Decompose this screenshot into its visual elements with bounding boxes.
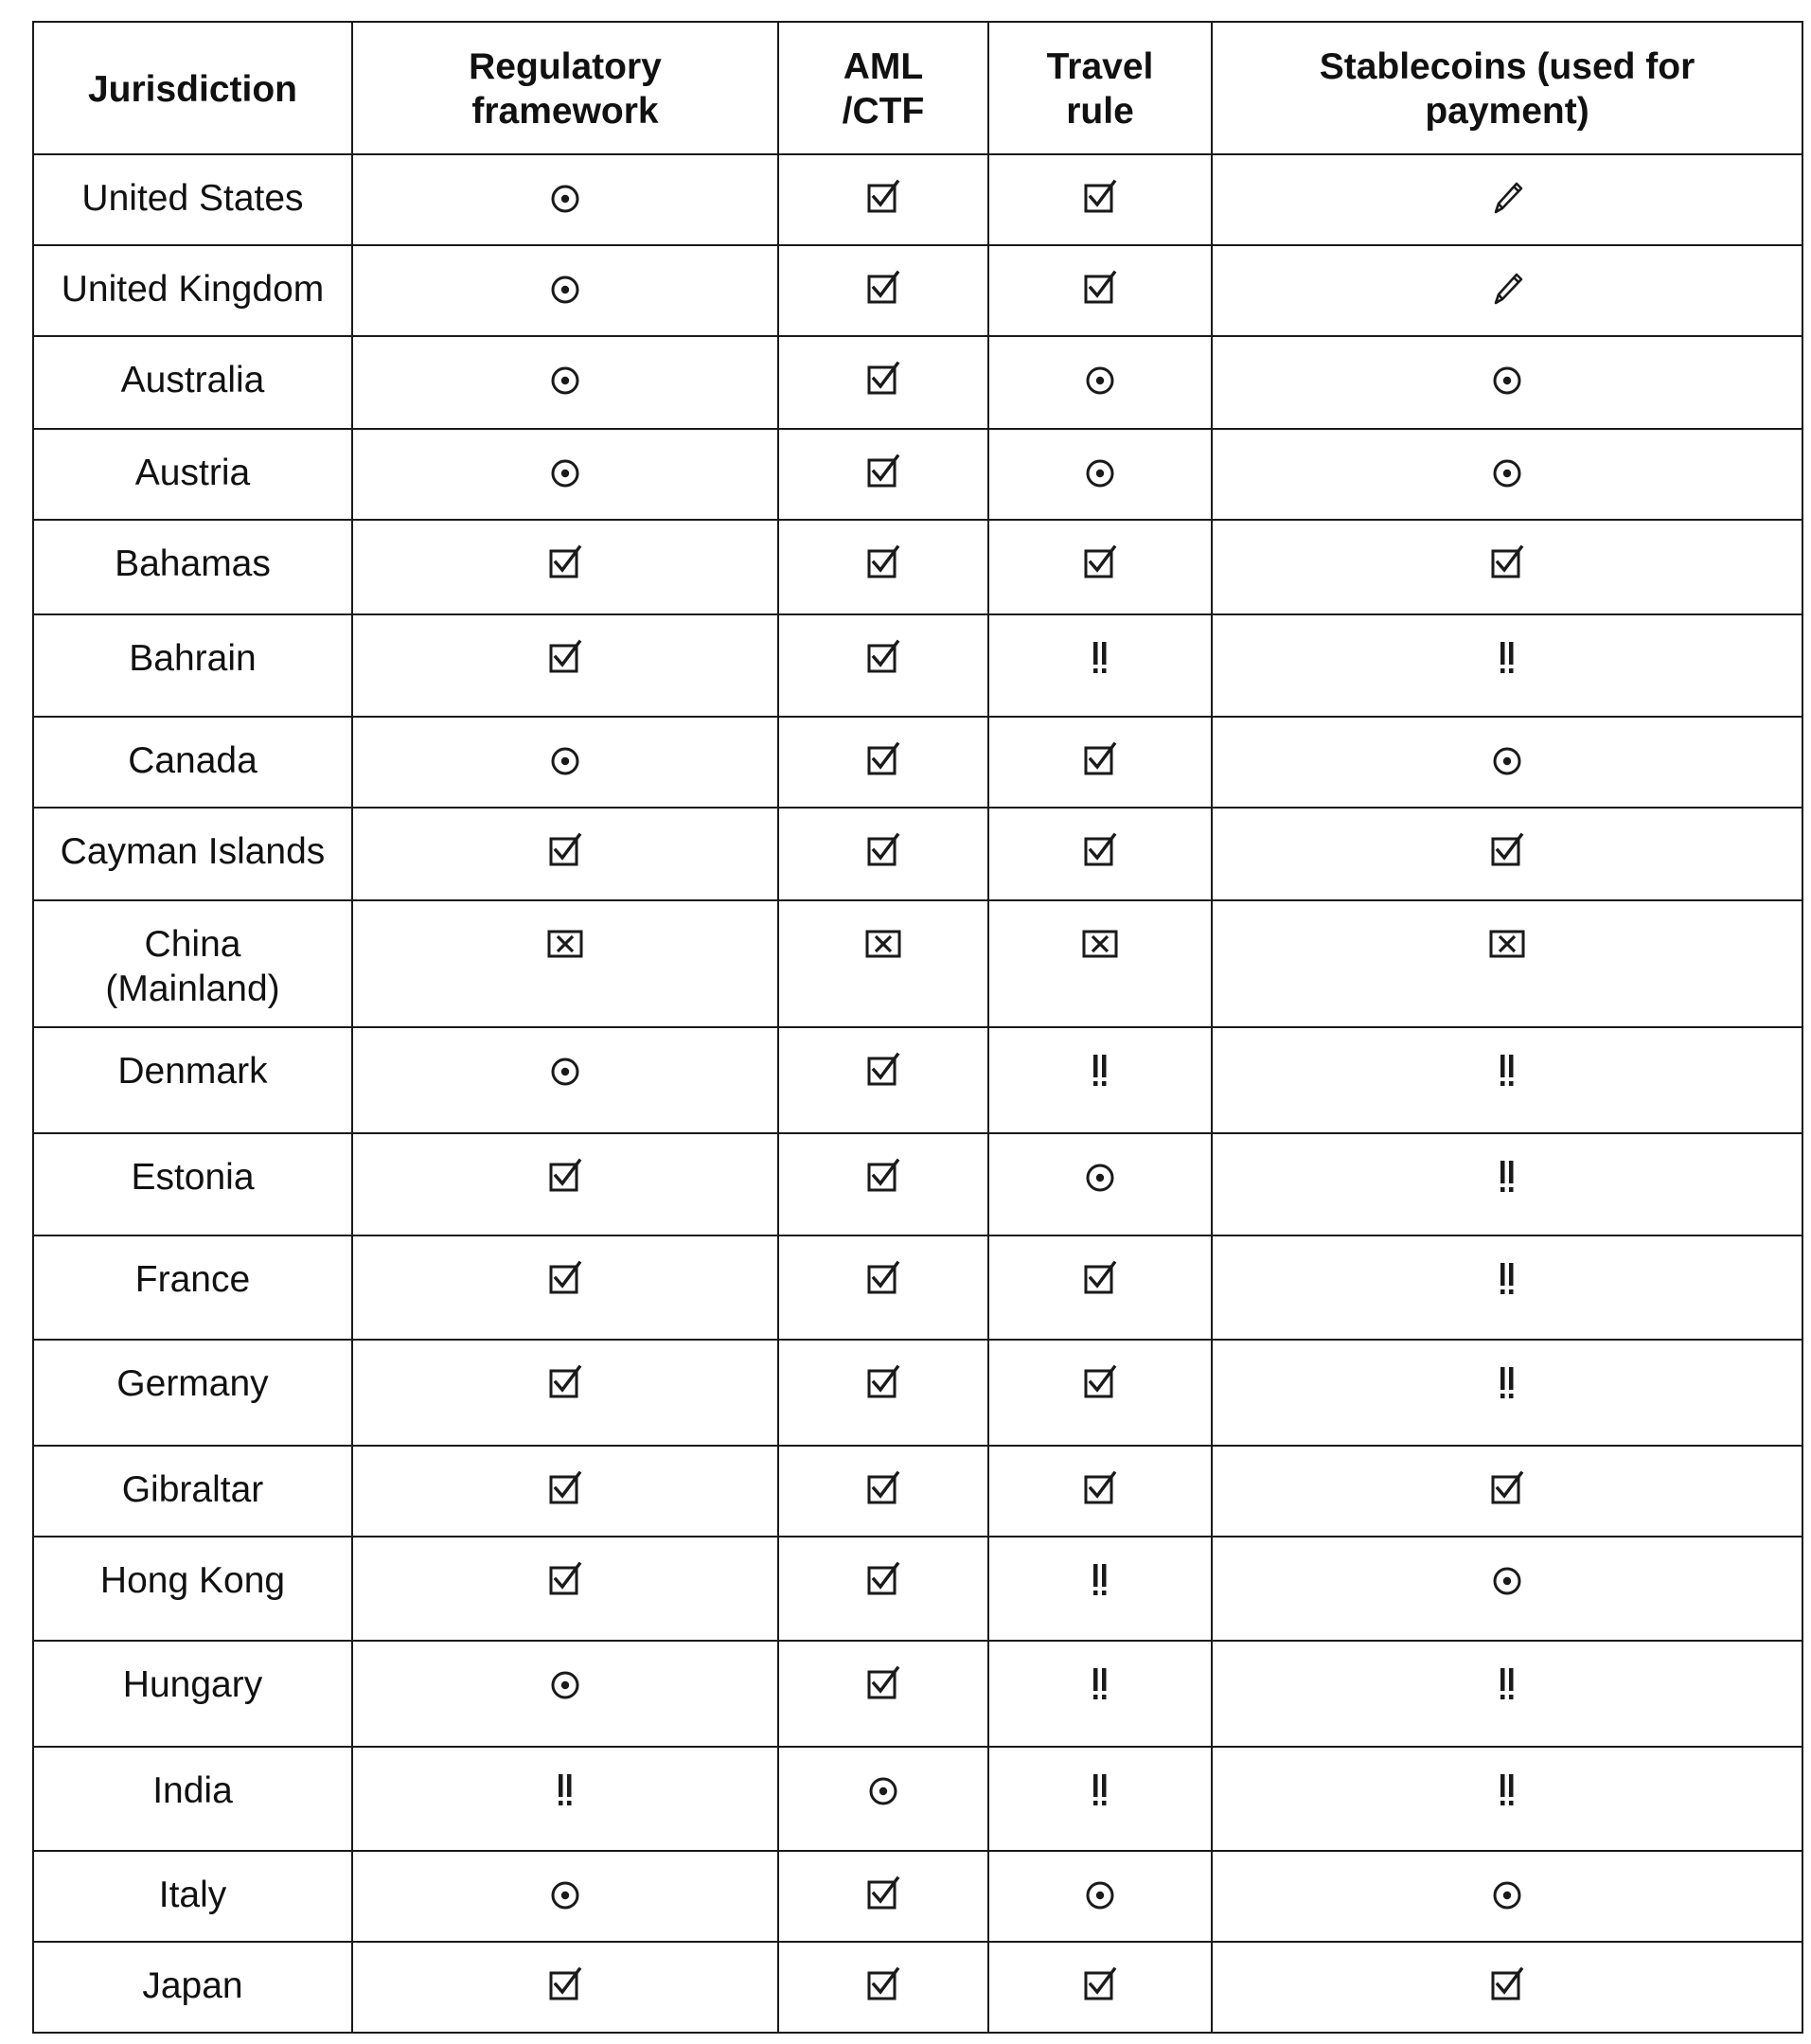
table-header-row <box>33 22 1802 154</box>
status-cell <box>988 520 1212 614</box>
table-row <box>33 1133 1802 1235</box>
status-cell <box>1212 1235 1802 1340</box>
table-row <box>33 1446 1802 1537</box>
checkbox-checked-icon <box>864 1875 902 1912</box>
pen-icon <box>1488 269 1526 307</box>
table-row <box>33 245 1802 336</box>
dot-circle-icon <box>546 360 584 398</box>
status-cell <box>988 1027 1212 1133</box>
status-cell <box>1212 1340 1802 1446</box>
jurisdiction-cell <box>33 1942 352 2033</box>
checkbox-checked-icon <box>1488 1469 1526 1507</box>
jurisdiction-label: Japan <box>142 1965 243 2006</box>
table-row <box>33 1340 1802 1446</box>
jurisdiction-label: Canada <box>128 740 257 781</box>
checkbox-checked-icon <box>864 1469 902 1507</box>
jurisdiction-cell <box>33 614 352 717</box>
status-cell <box>988 614 1212 717</box>
jurisdiction-label: United Kingdom <box>61 269 325 310</box>
double-exclamation-icon <box>1081 1664 1119 1702</box>
double-exclamation-icon <box>1488 1157 1526 1195</box>
status-cell <box>1212 1133 1802 1235</box>
jurisdiction-label: Australia <box>120 360 265 400</box>
table-row <box>33 1942 1802 2033</box>
checkbox-checked-icon <box>864 543 902 581</box>
header-travel-rule: Travel rule <box>988 22 1212 154</box>
double-exclamation-icon <box>1081 1560 1119 1598</box>
checkbox-checked-icon <box>864 1965 902 2003</box>
status-cell <box>352 900 778 1027</box>
double-exclamation-icon <box>1081 1051 1119 1089</box>
dot-circle-icon <box>1488 360 1526 398</box>
jurisdiction-label: Austria <box>134 453 251 493</box>
table-row <box>33 154 1802 245</box>
header-jurisdiction: Jurisdiction <box>33 22 352 154</box>
status-cell <box>778 1747 988 1851</box>
status-cell <box>778 1537 988 1641</box>
dot-circle-icon <box>546 453 584 490</box>
checkbox-crossed-icon <box>546 924 584 962</box>
double-exclamation-icon <box>1488 1363 1526 1401</box>
status-cell <box>778 717 988 808</box>
status-cell <box>988 245 1212 336</box>
jurisdiction-label: Germany <box>116 1363 269 1404</box>
checkbox-checked-icon <box>864 1363 902 1401</box>
status-cell <box>352 429 778 520</box>
status-cell <box>778 1446 988 1537</box>
jurisdiction-cell <box>33 520 352 614</box>
status-cell <box>1212 154 1802 245</box>
checkbox-checked-icon <box>546 1965 584 2003</box>
checkbox-checked-icon <box>1081 1965 1119 2003</box>
dot-circle-icon <box>546 269 584 307</box>
jurisdiction-cell <box>33 1027 352 1133</box>
status-cell <box>988 429 1212 520</box>
status-cell <box>352 1851 778 1942</box>
header-aml-ctf: AML /CTF <box>778 22 988 154</box>
jurisdiction-cell <box>33 154 352 245</box>
status-cell <box>988 808 1212 900</box>
double-exclamation-icon <box>546 1770 584 1808</box>
checkbox-checked-icon <box>546 1259 584 1297</box>
status-cell <box>778 336 988 429</box>
status-cell <box>988 1133 1212 1235</box>
status-cell <box>1212 1446 1802 1537</box>
checkbox-crossed-icon <box>1081 924 1119 962</box>
status-cell <box>778 1942 988 2033</box>
jurisdiction-cell <box>33 429 352 520</box>
status-cell <box>352 1340 778 1446</box>
checkbox-checked-icon <box>864 453 902 490</box>
checkbox-crossed-icon <box>864 924 902 962</box>
status-cell <box>1212 336 1802 429</box>
status-cell <box>1212 614 1802 717</box>
status-cell <box>778 1133 988 1235</box>
status-cell <box>988 1747 1212 1851</box>
status-cell <box>352 520 778 614</box>
status-cell <box>988 1942 1212 2033</box>
jurisdiction-cell <box>33 717 352 808</box>
checkbox-checked-icon <box>1081 740 1119 778</box>
dot-circle-icon <box>546 1664 584 1702</box>
jurisdiction-label: Cayman Islands <box>60 831 326 872</box>
status-cell <box>352 1235 778 1340</box>
status-cell <box>352 1641 778 1747</box>
status-cell <box>352 1537 778 1641</box>
status-cell <box>352 1747 778 1851</box>
status-cell <box>778 1641 988 1747</box>
checkbox-checked-icon <box>1081 1469 1119 1507</box>
status-cell <box>1212 245 1802 336</box>
status-cell <box>1212 1747 1802 1851</box>
status-cell <box>352 1446 778 1537</box>
status-cell <box>988 1340 1212 1446</box>
jurisdiction-cell <box>33 245 352 336</box>
status-cell <box>352 245 778 336</box>
jurisdiction-cell <box>33 1747 352 1851</box>
jurisdiction-label: Estonia <box>131 1157 255 1198</box>
jurisdiction-cell <box>33 1537 352 1641</box>
dot-circle-icon <box>1081 453 1119 490</box>
status-cell <box>988 1641 1212 1747</box>
double-exclamation-icon <box>1488 638 1526 676</box>
checkbox-checked-icon <box>546 638 584 676</box>
dot-circle-icon <box>546 178 584 216</box>
jurisdiction-cell <box>33 1851 352 1942</box>
status-cell <box>352 1027 778 1133</box>
status-cell <box>352 154 778 245</box>
status-cell <box>988 154 1212 245</box>
table-row <box>33 717 1802 808</box>
checkbox-checked-icon <box>546 1363 584 1401</box>
jurisdiction-label: Bahamas <box>115 543 271 584</box>
checkbox-checked-icon <box>864 1157 902 1195</box>
table-row <box>33 1235 1802 1340</box>
status-cell <box>778 614 988 717</box>
jurisdiction-label: Hong Kong <box>99 1560 286 1601</box>
double-exclamation-icon <box>1488 1051 1526 1089</box>
checkbox-checked-icon <box>864 1664 902 1702</box>
status-cell <box>988 1851 1212 1942</box>
jurisdiction-cell <box>33 1340 352 1446</box>
checkbox-checked-icon <box>864 638 902 676</box>
checkbox-checked-icon <box>864 1259 902 1297</box>
checkbox-checked-icon <box>864 1051 902 1089</box>
checkbox-checked-icon <box>1081 1363 1119 1401</box>
status-cell <box>988 900 1212 1027</box>
dot-circle-icon <box>1081 360 1119 398</box>
status-cell <box>1212 429 1802 520</box>
jurisdiction-label: Hungary <box>122 1664 263 1705</box>
dot-circle-icon <box>864 1770 902 1808</box>
regulation-table <box>32 21 1803 2034</box>
double-exclamation-icon <box>1488 1770 1526 1808</box>
jurisdiction-label: Gibraltar <box>121 1469 264 1510</box>
checkbox-checked-icon <box>1488 543 1526 581</box>
checkbox-checked-icon <box>1488 831 1526 869</box>
jurisdiction-cell <box>33 1133 352 1235</box>
status-cell <box>778 1340 988 1446</box>
checkbox-checked-icon <box>864 360 902 398</box>
jurisdiction-cell <box>33 1641 352 1747</box>
checkbox-checked-icon <box>546 1469 584 1507</box>
jurisdiction-label: Denmark <box>117 1051 268 1092</box>
jurisdiction-label: France <box>134 1259 251 1300</box>
jurisdiction-label: Italy <box>158 1875 227 1915</box>
checkbox-checked-icon <box>546 543 584 581</box>
status-cell <box>352 336 778 429</box>
jurisdiction-label: China (Mainland) <box>105 924 280 1009</box>
status-cell <box>778 520 988 614</box>
status-cell <box>1212 1027 1802 1133</box>
double-exclamation-icon <box>1081 638 1119 676</box>
checkbox-checked-icon <box>1081 269 1119 307</box>
status-cell <box>778 900 988 1027</box>
table-row <box>33 900 1802 1027</box>
checkbox-checked-icon <box>864 1560 902 1598</box>
checkbox-checked-icon <box>1081 831 1119 869</box>
jurisdiction-cell <box>33 1446 352 1537</box>
status-cell <box>352 808 778 900</box>
checkbox-checked-icon <box>864 178 902 216</box>
dot-circle-icon <box>1488 740 1526 778</box>
status-cell <box>778 1851 988 1942</box>
status-cell <box>988 336 1212 429</box>
dot-circle-icon <box>1488 1875 1526 1912</box>
dot-circle-icon <box>1488 1560 1526 1598</box>
status-cell <box>1212 717 1802 808</box>
status-cell <box>1212 808 1802 900</box>
checkbox-crossed-icon <box>1488 924 1526 962</box>
dot-circle-icon <box>546 1051 584 1089</box>
status-cell <box>352 717 778 808</box>
jurisdiction-label: Bahrain <box>129 638 257 679</box>
table-row <box>33 808 1802 900</box>
status-cell <box>352 1133 778 1235</box>
jurisdiction-cell <box>33 900 352 1027</box>
status-cell <box>778 429 988 520</box>
dot-circle-icon <box>546 740 584 778</box>
jurisdiction-label: United States <box>81 178 304 219</box>
jurisdiction-cell <box>33 808 352 900</box>
header-regulatory-framework: Regulatory framework <box>352 22 778 154</box>
status-cell <box>778 808 988 900</box>
checkbox-checked-icon <box>1081 178 1119 216</box>
checkbox-checked-icon <box>546 1157 584 1195</box>
pen-icon <box>1488 178 1526 216</box>
table-row <box>33 1851 1802 1942</box>
status-cell <box>988 1235 1212 1340</box>
status-cell <box>352 614 778 717</box>
table-row <box>33 1747 1802 1851</box>
checkbox-checked-icon <box>1081 1259 1119 1297</box>
status-cell <box>1212 1851 1802 1942</box>
status-cell <box>988 1446 1212 1537</box>
status-cell <box>1212 1641 1802 1747</box>
jurisdiction-label: India <box>152 1770 233 1811</box>
table-row <box>33 429 1802 520</box>
double-exclamation-icon <box>1081 1770 1119 1808</box>
table-row <box>33 336 1802 429</box>
double-exclamation-icon <box>1488 1664 1526 1702</box>
status-cell <box>778 1027 988 1133</box>
status-cell <box>778 154 988 245</box>
status-cell <box>1212 1537 1802 1641</box>
status-cell <box>778 1235 988 1340</box>
table-row <box>33 1027 1802 1133</box>
dot-circle-icon <box>1488 453 1526 490</box>
status-cell <box>1212 900 1802 1027</box>
dot-circle-icon <box>1081 1875 1119 1912</box>
table-row <box>33 614 1802 717</box>
status-cell <box>1212 520 1802 614</box>
status-cell <box>1212 1942 1802 2033</box>
checkbox-checked-icon <box>864 740 902 778</box>
checkbox-checked-icon <box>546 831 584 869</box>
checkbox-checked-icon <box>1081 543 1119 581</box>
status-cell <box>352 1942 778 2033</box>
dot-circle-icon <box>546 1875 584 1912</box>
checkbox-checked-icon <box>864 269 902 307</box>
dot-circle-icon <box>1081 1157 1119 1195</box>
table-row <box>33 1641 1802 1747</box>
header-stablecoins: Stablecoins (used for payment) <box>1212 22 1802 154</box>
checkbox-checked-icon <box>546 1560 584 1598</box>
double-exclamation-icon <box>1488 1259 1526 1297</box>
jurisdiction-cell <box>33 1235 352 1340</box>
checkbox-checked-icon <box>864 831 902 869</box>
status-cell <box>778 245 988 336</box>
status-cell <box>988 717 1212 808</box>
checkbox-checked-icon <box>1488 1965 1526 2003</box>
table-row <box>33 520 1802 614</box>
jurisdiction-cell <box>33 336 352 429</box>
table-row <box>33 1537 1802 1641</box>
status-cell <box>988 1537 1212 1641</box>
